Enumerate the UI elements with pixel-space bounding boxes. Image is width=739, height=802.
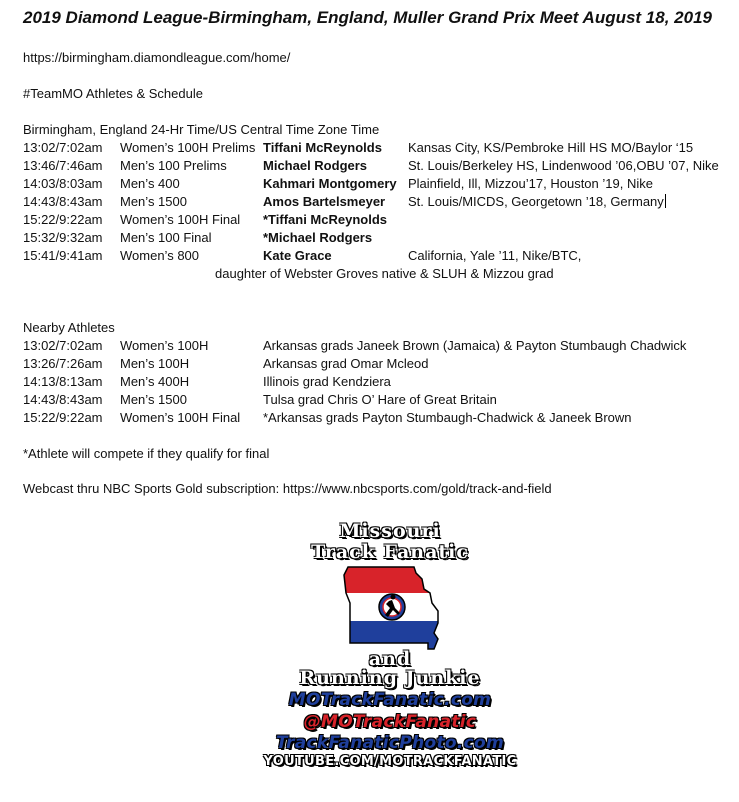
athlete-name: *Tiffani McReynolds <box>263 212 388 227</box>
logo-photo-site: TrackFanaticPhoto.com <box>276 733 504 753</box>
document-title: 2019 Diamond League-Birmingham, England, Muller Grand Prix Meet August 18, 2019 <box>23 8 712 27</box>
athlete-name: Kahmari Montgomery <box>263 176 397 191</box>
nearby-note: Arkansas grads Janeek Brown (Jamaica) & Payton Stumbaugh Chadwick <box>263 338 687 353</box>
nearby-event: Women’s 100H Final <box>120 410 241 425</box>
time-zone-heading: Birmingham, England 24-Hr Time/US Central Time Zone Time <box>23 122 380 137</box>
schedule-event: Men’s 100 Prelims <box>120 158 227 173</box>
schedule-time: 13:02/7:02am <box>23 140 103 155</box>
athlete-info-text: St. Louis/MICDS, Georgetown ’18, Germany <box>408 194 664 209</box>
schedule-event: Men’s 100 Final <box>120 230 212 245</box>
meet-url-link[interactable]: https://birmingham.diamondleague.com/home/ <box>23 50 291 65</box>
schedule-event: Women’s 100H Final <box>120 212 241 227</box>
schedule-time: 15:41/9:41am <box>23 248 103 263</box>
athlete-name: Michael Rodgers <box>263 158 368 173</box>
schedule-time: 14:03/8:03am <box>23 176 103 191</box>
athlete-info: California, Yale ’11, Nike/BTC, <box>408 248 582 263</box>
nearby-time: 13:02/7:02am <box>23 338 103 353</box>
schedule-time: 15:32/9:32am <box>23 230 103 245</box>
schedule-time: 14:43/8:43am <box>23 194 103 209</box>
schedule-note: daughter of Webster Groves native & SLUH & Mizzou grad <box>215 266 554 281</box>
athlete-name: Tiffani McReynolds <box>263 140 382 155</box>
nearby-time: 13:26/7:26am <box>23 356 103 371</box>
schedule-event: Women’s 800 <box>120 248 200 263</box>
logo-title-missouri: Missouri <box>339 520 441 542</box>
text-cursor <box>665 194 666 208</box>
webcast-line[interactable]: Webcast thru NBC Sports Gold subscription: https://www.nbcsports.com/gold/track-and-field <box>23 481 552 496</box>
athlete-info: Kansas City, KS/Pembroke Hill HS MO/Baylor ‘15 <box>408 140 694 155</box>
nearby-event: Men’s 1500 <box>120 392 187 407</box>
athlete-name: Kate Grace <box>263 248 332 263</box>
logo-site: MOTrackFanatic.com <box>288 690 492 710</box>
schedule-time: 15:22/9:22am <box>23 212 103 227</box>
athlete-name: *Michael Rodgers <box>263 230 373 245</box>
nearby-time: 14:13/8:13am <box>23 374 103 389</box>
athlete-info: Plainfield, Ill, Mizzou’17, Houston ’19, Nike <box>408 176 653 191</box>
nearby-event: Men’s 100H <box>120 356 190 371</box>
nearby-heading: Nearby Athletes <box>23 320 115 335</box>
missouri-flag-map-icon <box>342 563 442 655</box>
nearby-event: Men’s 400H <box>120 374 190 389</box>
athlete-info <box>408 194 666 209</box>
nearby-note: Illinois grad Kendziera <box>263 374 391 389</box>
footnote: *Athlete will compete if they qualify for final <box>23 446 270 461</box>
schedule-event: Men’s 1500 <box>120 194 187 209</box>
athlete-info: St. Louis/Berkeley HS, Lindenwood ’06,OBU ’07, Nike <box>408 158 719 173</box>
nearby-event: Women’s 100H <box>120 338 209 353</box>
mo-track-fanatic-logo <box>220 520 560 775</box>
athlete-name: Amos Bartelsmeyer <box>263 194 386 209</box>
logo-youtube: YOUTUBE.COM/MOTRACKFANATIC <box>263 754 517 769</box>
team-heading: #TeamMO Athletes & Schedule <box>23 86 203 101</box>
schedule-event: Women’s 100H Prelims <box>120 140 256 155</box>
nearby-note: *Arkansas grads Payton Stumbaugh-Chadwick & Janeek Brown <box>263 410 632 425</box>
logo-title-track-fanatic: Track Fanatic <box>311 541 469 563</box>
nearby-time: 15:22/9:22am <box>23 410 103 425</box>
logo-handle: @MOTrackFanatic <box>303 712 477 732</box>
nearby-time: 14:43/8:43am <box>23 392 103 407</box>
schedule-event: Men’s 400 <box>120 176 180 191</box>
schedule-time: 13:46/7:46am <box>23 158 103 173</box>
logo-title-and: and <box>368 648 412 670</box>
nearby-note: Tulsa grad Chris O’ Hare of Great Britain <box>263 392 497 407</box>
nearby-note: Arkansas grad Omar Mcleod <box>263 356 429 371</box>
logo-title-running-junkie: Running Junkie <box>299 667 481 689</box>
